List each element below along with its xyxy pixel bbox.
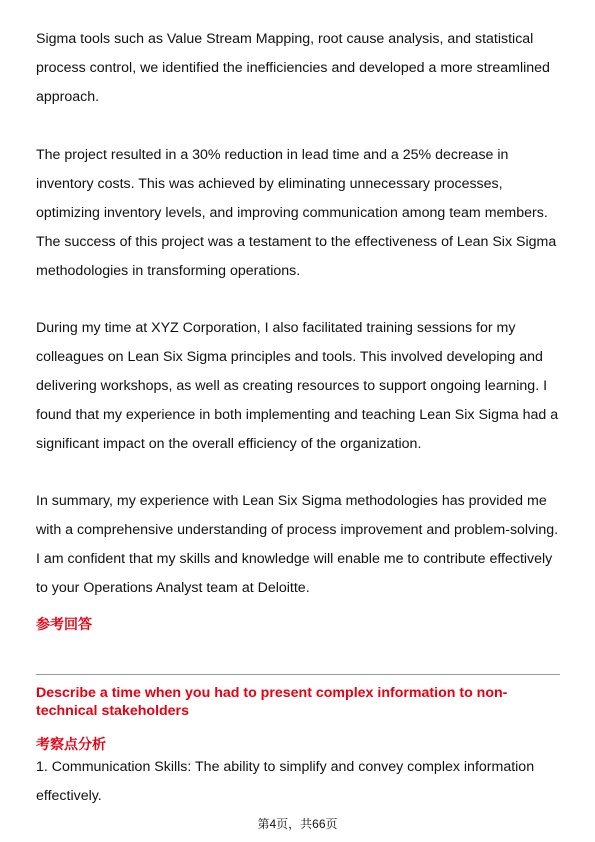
analysis-heading: 考察点分析 <box>36 736 106 752</box>
section-divider <box>36 674 560 675</box>
analysis-point-1: 1. Communication Skills: The ability to simplify and convey complex information effectively. <box>36 759 535 804</box>
body-paragraph-3: During my time at XYZ Corporation, I also facilitated training sessions for my colleagues on Lean Six Sigma principles and tools. This involved developing and delivering workshops, as well as creating resources to support ongoing learning. I found that my experience in both implementing and teaching Lean Six Sigma had a significant impact on the overall efficiency of the organization. <box>36 320 559 452</box>
question-title: Describe a time when you had to present complex information to non-technical stakeholders <box>36 685 508 719</box>
body-paragraph-4: In summary, my experience with Lean Six Sigma methodologies has provided me with a comprehensive understanding of process improvement and problem-solving. I am confident that my skills and knowledge will enable me to contribute effectively to your Operations Analyst team at Deloitte. <box>36 493 559 596</box>
body-paragraph-1: Sigma tools such as Value Stream Mapping, root cause analysis, and statistical process control, we identified the inefficiencies and developed a more streamlined approach. <box>36 31 550 105</box>
page-indicator: 第4页，共66页 <box>257 817 338 831</box>
body-paragraph-2: The project resulted in a 30% reduction in lead time and a 25% decrease in inventory costs. This was achieved by eliminating unnecessary processes, optimizing inventory levels, and improving communication among team members. The success of this project was a testament to the effectiveness of Lean Six Sigma methodologies in transforming operations. <box>36 147 557 279</box>
reference-answer-heading: 参考回答 <box>36 616 92 632</box>
